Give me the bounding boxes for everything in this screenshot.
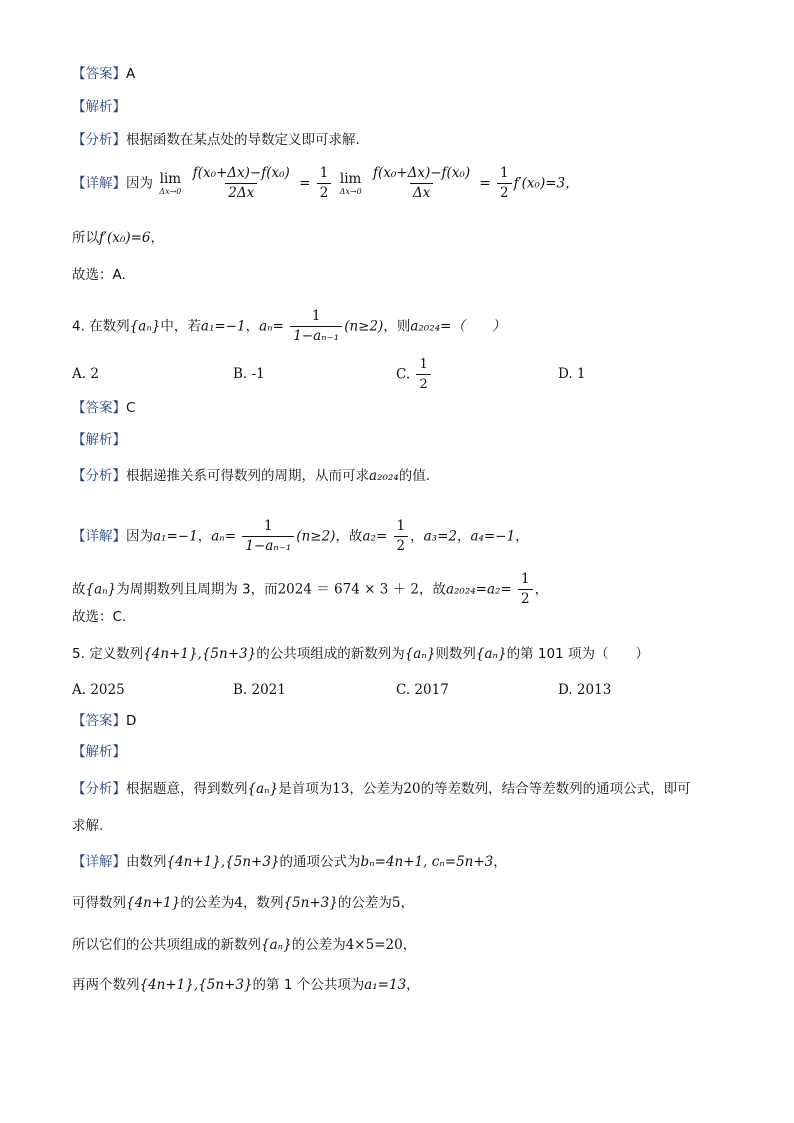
q5-seqs: {4n+1},{5n+3} [143,646,257,662]
so-end: ， [150,230,165,246]
q4-option-c-label: C. [396,366,411,383]
lim-word: lim [159,170,182,187]
detail-tag: 【详解】 [72,854,126,870]
detail-tag: 【详解】 [72,528,126,545]
q4-period [72,571,548,608]
detail-half [394,518,409,555]
q3-detail [72,165,579,202]
answer-value: A [126,66,136,82]
q4-an: aₙ= [259,318,284,335]
q5-option-d: D. 2013 [558,682,612,698]
q5-t3: 则数列 [435,646,476,662]
q4-comma: ， [245,318,260,335]
fraction-1-den: 2Δx [225,183,257,202]
analysis-t2: 是首项为 [278,781,333,797]
fraction-2-num: f(x₀+Δx)−f(x₀) [372,165,471,181]
analysis-t3: ，公差为 [349,781,404,797]
q5-jiexi: 【解析】 [72,744,126,760]
fraction-1-num: f(x₀+Δx)−f(x₀) [192,165,290,181]
c-num: 1 [419,357,428,372]
detail-frac-num: 1 [264,518,273,534]
analysis-t2: 的值. [398,468,430,484]
first-seqs: {4n+1},{5n+3} [139,977,253,993]
fraction-1 [190,165,293,202]
q5-t2: 的公共项组成的新数列为 [256,646,405,662]
answer-value: D [126,713,137,729]
diff-v2: 5 [391,895,401,911]
detail-a2: a₂= [362,528,388,545]
q4-seq: {aₙ} [129,318,161,335]
limit-operator-2 [340,172,362,196]
q4-frac [290,308,342,345]
first-math: a₁=13 [364,977,407,993]
q5-option-c: C. 2017 [396,682,449,698]
q4-jiexi: 【解析】 [72,432,126,448]
diff-t2: 的公差为 [180,895,235,911]
period-t3: ，故 [418,581,446,598]
first-end: ， [406,977,420,993]
q5-answer [72,711,136,731]
lim-sub-2: Δx→0 [339,186,362,196]
q5-diff [72,893,414,913]
period-half-num: 1 [521,571,530,587]
q4-number: 4. [72,318,85,335]
period-t2: 为周期数列且周期为 3，而 [116,581,278,598]
period-res: a₂₀₂₄=a₂= [445,581,512,598]
diff-s1: {4n+1} [126,895,181,911]
detail-c2: ， [410,528,424,545]
detail-seqs: {4n+1},{5n+3} [166,854,280,870]
analysis-seq: {aₙ} [247,781,279,797]
q4-option-d: D. 1 [558,366,586,382]
detail-cond: (n≥2) [296,528,336,545]
half-num-2: 1 [500,165,509,181]
fraction-2-den: Δx [410,183,433,202]
q4-option-b: B. -1 [233,366,265,382]
analysis-t1: 根据递推关系可得数列的周期，从而可求 [126,468,369,484]
q4-t3: ，则 [383,318,411,335]
half-fraction [317,165,332,202]
period-end: ， [534,581,549,598]
first-t2: 的第 1 个公共项为 [252,977,365,993]
period-t1: 故 [72,581,86,598]
fraction-2 [370,165,473,202]
so-math: f′(x₀)=6 [99,230,151,246]
q3-choice: 故选：A. [72,267,126,283]
q4-frac-den: 1−aₙ₋₁ [290,326,342,345]
q4-answer [72,398,135,418]
detail-an: aₙ= [211,528,237,545]
q4-t2: 中，若 [160,318,201,335]
q5-seq: {aₙ} [404,646,436,662]
diff-t4: 的公差为 [337,895,392,911]
detail-t2: ，故 [335,528,363,545]
detail-frac [242,518,294,555]
q5-t4: 的第 101 项为（ ） [506,646,649,662]
q4-a1: a₁=−1 [200,318,246,335]
q5-t1: 定义数列 [89,646,144,662]
detail-tag: 【详解】 [72,175,126,192]
detail-c1: ， [197,528,212,545]
half-num: 1 [319,165,329,181]
half-fraction-2 [497,165,512,202]
diff-v1: 4 [234,895,243,911]
q3-jiexi: 【解析】 [72,99,126,115]
period-seq: {aₙ} [85,581,117,598]
answer-tag: 【答案】 [72,66,126,82]
q5-analysis [72,779,691,799]
q4-option-a: A. 2 [72,366,99,382]
half-den-2: 2 [497,183,512,202]
detail-frac-den: 1−aₙ₋₁ [242,536,294,555]
diff-end: ， [400,895,414,911]
answer-value: C [126,400,136,416]
c-den: 2 [416,374,430,393]
equals-sign-2: = [479,175,491,192]
common-t1: 所以它们的公共项组成的新数列 [72,937,261,953]
detail-half-den: 2 [394,536,409,555]
detail-half-num: 1 [396,518,406,534]
limit-operator [159,172,181,196]
q5-option-b: B. 2021 [233,682,286,698]
analysis-v1: 13 [332,781,350,797]
detail-intro: 因为 [126,175,153,192]
answer-tag: 【答案】 [72,400,126,416]
analysis-tag: 【分析】 [72,781,126,797]
period-half [518,571,533,608]
answer-tag: 【答案】 [72,713,126,729]
q3-analysis [72,130,360,150]
so-text: 所以 [72,230,99,246]
lim-word-2: lim [339,170,362,187]
q4-stem [72,308,505,345]
analysis-text: 根据函数在某点处的导数定义即可求解. [126,132,360,148]
q4-option-c [396,356,433,393]
lim-sub: Δx→0 [159,186,182,196]
period-calc: 2024 ＝ 674 × 3 ＋ 2 [277,581,419,598]
detail-a4: a₄=−1 [470,528,516,545]
detail-a3: a₃=2 [423,528,457,545]
diff-t3: ，数列 [242,895,284,911]
detail-a1: a₁=−1 [153,528,198,545]
q3-answer [72,64,135,84]
q3-so [72,228,164,248]
half-den: 2 [317,183,332,202]
detail-tail: f′(x₀)=3， [513,175,579,192]
equals-sign: = [299,175,311,192]
q4-cond: (n≥2) [344,318,384,335]
q5-analysis-cont: 求解. [72,818,104,834]
q4-choice: 故选：C. [72,609,127,625]
q4-ask: a₂₀₂₄=（ ） [410,318,506,335]
common-seq: {aₙ} [261,937,292,953]
q4-option-c-frac [416,356,430,393]
diff-s2: {5n+3} [283,895,338,911]
common-math: 4×5=20 [345,937,403,953]
q5-common [72,935,416,955]
q4-frac-num: 1 [311,308,321,324]
diff-t1: 可得数列 [72,895,126,911]
common-t2: 的公差为 [291,937,346,953]
q5-detail [72,852,507,872]
common-end: ， [402,937,417,953]
q4-detail [72,518,529,555]
analysis-t4: 的等差数列，结合等差数列的通项公式，即可 [420,781,691,797]
q4-t1: 在数列 [89,318,130,335]
q5-number: 5. [72,646,85,662]
detail-math: bₙ=4n+1, cₙ=5n+3 [360,854,494,870]
q5-stem [72,644,649,664]
detail-end: ， [493,854,507,870]
q5-option-a: A. 2025 [72,682,125,698]
period-half-den: 2 [518,589,533,608]
detail-t2: 的通项公式为 [279,854,361,870]
detail-c3: ， [456,528,471,545]
analysis-v2: 20 [403,781,421,797]
q5-seq2: {aₙ} [475,646,507,662]
detail-t1: 由数列 [126,854,167,870]
first-t1: 再两个数列 [72,977,140,993]
detail-c4: ， [515,528,529,545]
q5-first [72,975,420,995]
analysis-tag: 【分析】 [72,132,126,148]
q4-analysis [72,466,430,486]
detail-t1: 因为 [126,528,153,545]
analysis-tag: 【分析】 [72,468,126,484]
analysis-math: a₂₀₂₄ [369,468,399,484]
analysis-t1: 根据题意，得到数列 [126,781,248,797]
